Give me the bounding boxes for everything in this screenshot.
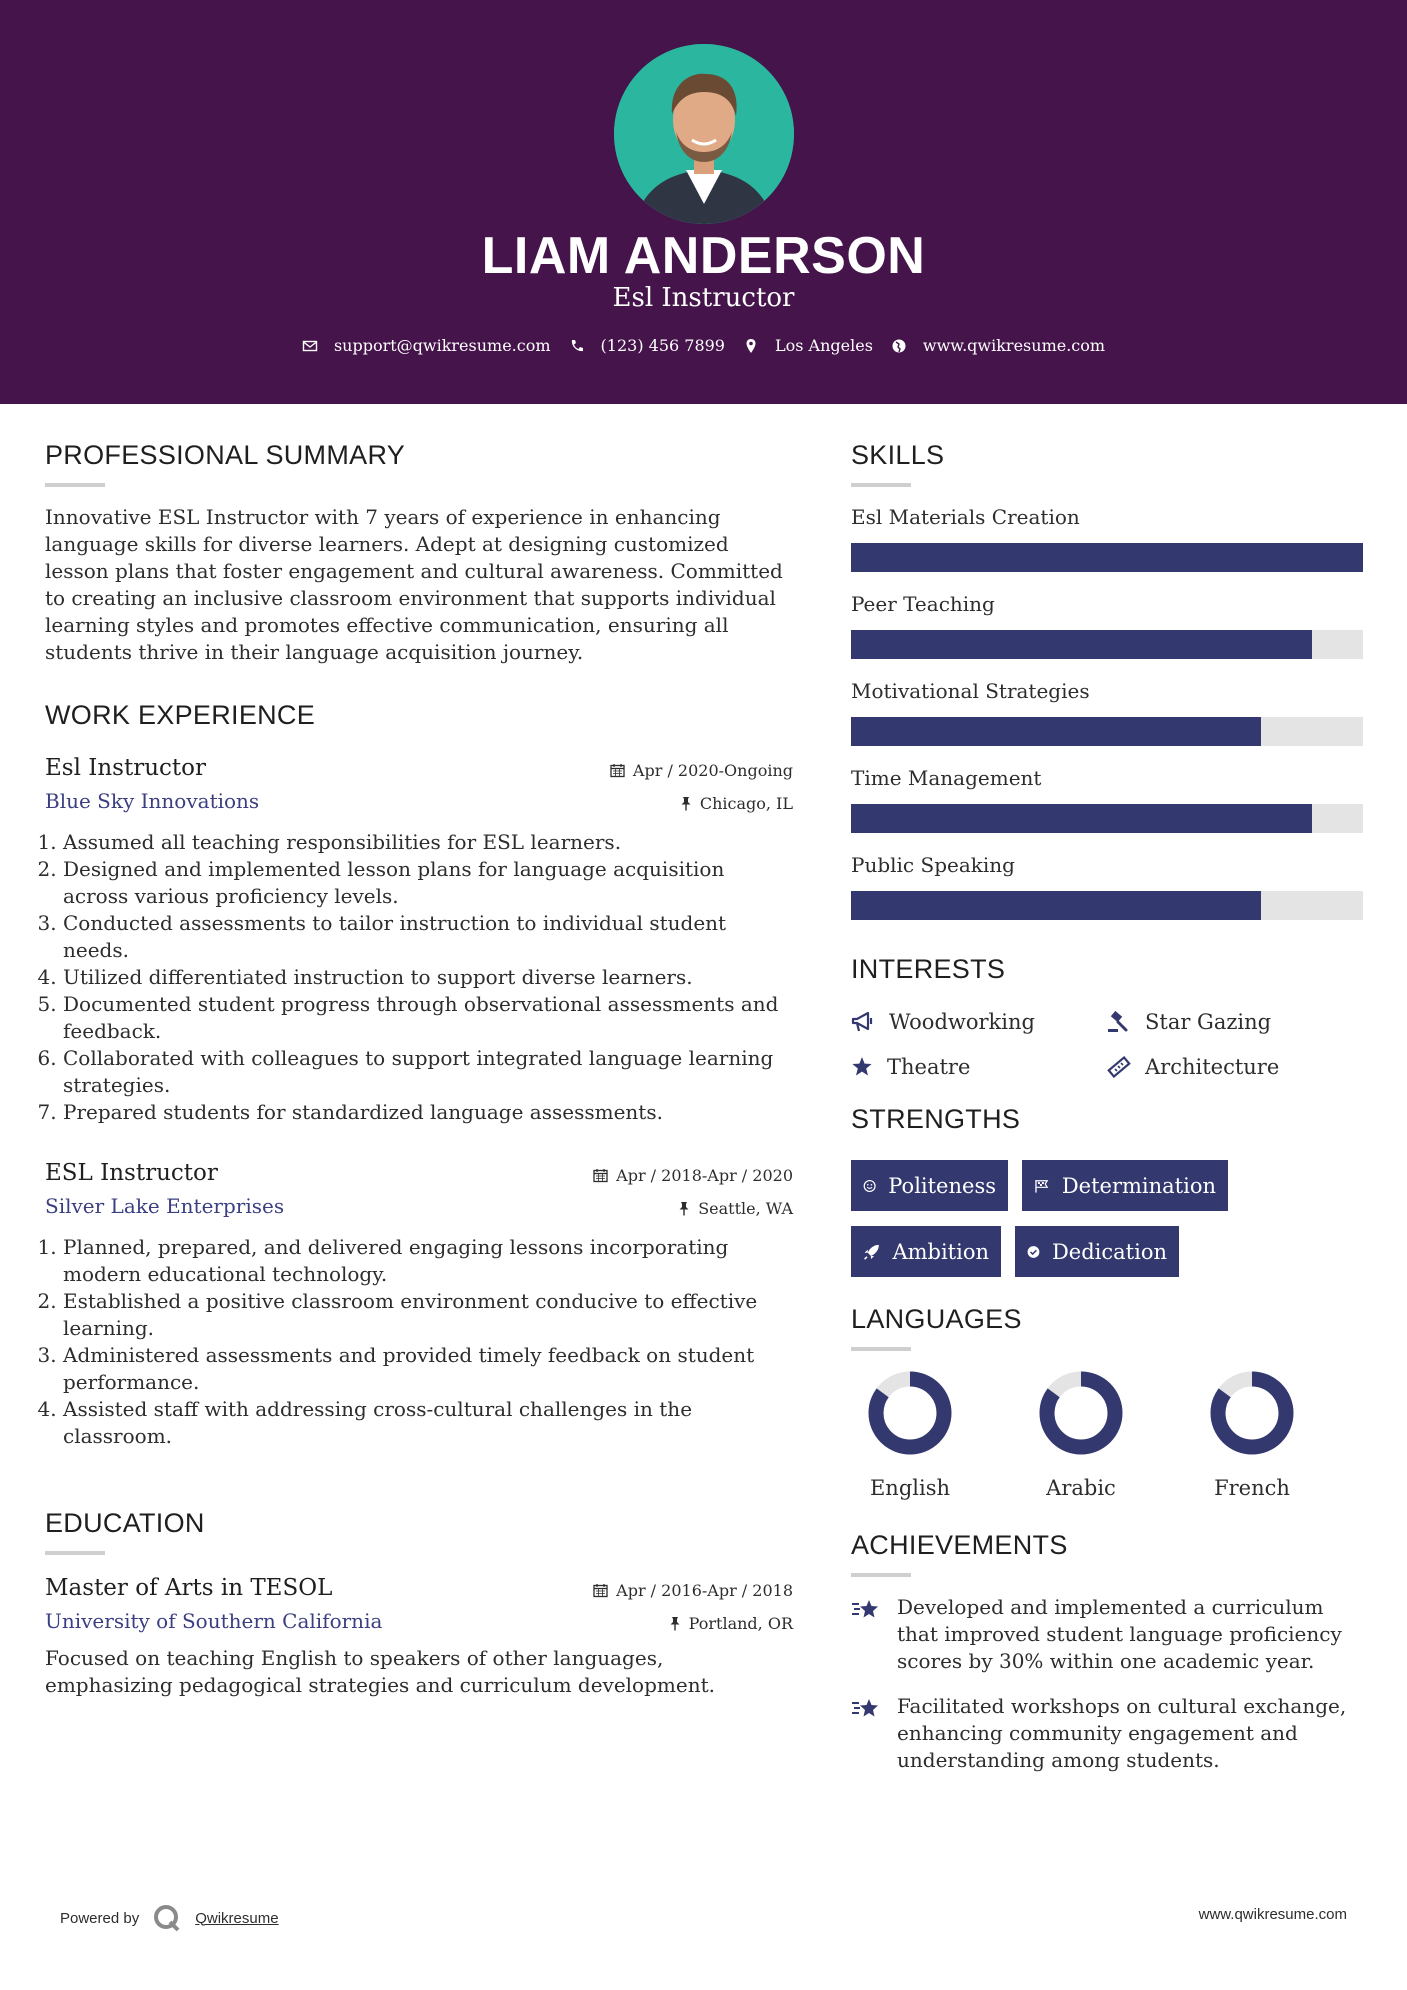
- job-entry: [45, 755, 793, 1126]
- experience-section: [45, 700, 793, 1450]
- skill-bar-track: [851, 717, 1363, 746]
- education-location: [669, 1614, 793, 1633]
- flag-icon: [1034, 1175, 1050, 1197]
- contact-website[interactable]: [891, 336, 1105, 355]
- language-item: [1021, 1368, 1141, 1500]
- calendar-icon: [610, 763, 625, 778]
- contact-bar: [0, 336, 1407, 355]
- summary-heading: PROFESSIONAL SUMMARY: [45, 440, 406, 470]
- job-date-text: Apr / 2018-Apr / 2020: [616, 1166, 793, 1185]
- skills-heading: SKILLS: [851, 440, 945, 470]
- job-title: Esl Instructor: [45, 755, 206, 781]
- job-date: [593, 1166, 793, 1185]
- education-date: [593, 1581, 793, 1600]
- phone-icon: [569, 338, 585, 354]
- job-location-text: Chicago, IL: [699, 794, 793, 813]
- achievement-item: [851, 1594, 1363, 1675]
- job-location: [680, 794, 793, 813]
- interest-item: [851, 1010, 1035, 1034]
- strengths-section: [851, 1104, 1363, 1294]
- job-company: Silver Lake Enterprises: [45, 1194, 285, 1218]
- job-entry: [45, 1160, 793, 1450]
- skill-item: [851, 505, 1363, 572]
- skill-label: Motivational Strategies: [851, 679, 1090, 703]
- list-item: 3. Conducted assessments to tailor instruction to individual student needs.: [63, 910, 793, 964]
- skill-bar-track: [851, 543, 1363, 572]
- language-donut: [1207, 1368, 1297, 1458]
- job-bullets: [45, 829, 793, 1126]
- section-divider: [851, 1573, 911, 1577]
- education-location-text: Portland, OR: [688, 1614, 793, 1633]
- achievement-item: [851, 1693, 1363, 1774]
- strength-badge: [1015, 1226, 1179, 1277]
- language-item: [1192, 1368, 1312, 1500]
- interest-item: [1107, 1010, 1271, 1034]
- skill-item: [851, 766, 1363, 833]
- contact-phone[interactable]: [569, 336, 725, 355]
- job-date-text: Apr / 2020-Ongoing: [632, 761, 793, 780]
- interest-item: [851, 1055, 970, 1079]
- powered-by: [60, 1904, 279, 1932]
- education-section: [45, 1508, 793, 1699]
- achievements-heading: ACHIEVEMENTS: [851, 1530, 1068, 1560]
- languages-heading: LANGUAGES: [851, 1304, 1022, 1334]
- achievement-text: Facilitated workshops on cultural exchange, enhancing community engagement and understanding among students.: [897, 1694, 1347, 1772]
- section-divider: [851, 483, 911, 487]
- contact-email-text: support@qwikresume.com: [333, 336, 551, 355]
- strength-label: Politeness: [888, 1173, 996, 1198]
- skills-section: [851, 440, 1363, 920]
- languages-section: [851, 1304, 1363, 1534]
- calendar-icon: [593, 1583, 608, 1598]
- star-icon: [851, 1056, 873, 1078]
- job-location: [678, 1199, 793, 1218]
- school-name: University of Southern California: [45, 1609, 383, 1633]
- education-heading: EDUCATION: [45, 1508, 205, 1538]
- strength-badge: [851, 1160, 1008, 1211]
- strength-label: Ambition: [892, 1239, 989, 1264]
- contact-website-text: www.qwikresume.com: [922, 336, 1106, 355]
- strengths-heading: STRENGTHS: [851, 1104, 1021, 1134]
- list-item: 1. Planned, prepared, and delivered engaging lessons incorporating modern educational technology.: [63, 1234, 793, 1288]
- email-icon: [302, 338, 318, 354]
- shooting-star-icon: [851, 1695, 883, 1723]
- interest-label: Woodworking: [889, 1010, 1035, 1034]
- list-item: 7. Prepared students for standardized language assessments.: [63, 1099, 793, 1126]
- header-banner: [0, 0, 1407, 404]
- list-item: 3. Administered assessments and provided timely feedback on student performance.: [63, 1342, 793, 1396]
- skill-bar-track: [851, 630, 1363, 659]
- powered-by-text: Powered by: [60, 1909, 140, 1927]
- language-item: [850, 1368, 970, 1500]
- language-label: Arabic: [1046, 1476, 1116, 1500]
- achievement-text: Developed and implemented a curriculum that improved student language proficiency scores by 30% within one academic year.: [897, 1595, 1342, 1673]
- language-donut: [1036, 1368, 1126, 1458]
- shooting-star-icon: [851, 1596, 883, 1624]
- language-donut: [865, 1368, 955, 1458]
- interest-label: Architecture: [1145, 1055, 1280, 1079]
- interests-heading: INTERESTS: [851, 954, 1006, 984]
- right-column: [851, 440, 1363, 1770]
- left-column: [45, 440, 793, 1699]
- job-company: Blue Sky Innovations: [45, 789, 260, 813]
- qwikresume-logo-icon: [153, 1904, 181, 1932]
- candidate-title: Esl Instructor: [612, 283, 795, 313]
- skills-list: [851, 505, 1363, 920]
- strength-badge: [1022, 1160, 1228, 1211]
- check-circle-icon: [1027, 1241, 1040, 1263]
- globe-icon: [891, 338, 907, 354]
- list-item: 4. Assisted staff with addressing cross-cultural challenges in the classroom.: [63, 1396, 793, 1450]
- list-item: 6. Collaborated with colleagues to support integrated language learning strategies.: [63, 1045, 793, 1099]
- language-label: French: [1214, 1476, 1290, 1500]
- language-label: English: [869, 1476, 951, 1500]
- skill-bar-fill: [851, 804, 1312, 833]
- interests-section: [851, 954, 1363, 1094]
- skill-bar-fill: [851, 543, 1363, 572]
- rocket-icon: [863, 1241, 880, 1263]
- section-divider: [45, 1551, 105, 1555]
- skill-bar-track: [851, 891, 1363, 920]
- list-item: 1. Assumed all teaching responsibilities for ESL learners.: [63, 829, 793, 856]
- ruler-icon: [1107, 1056, 1131, 1078]
- education-entry: [45, 1575, 793, 1699]
- achievements-section: [851, 1530, 1363, 1770]
- footer: [0, 1880, 1407, 1940]
- education-date-text: Apr / 2016-Apr / 2018: [616, 1581, 793, 1600]
- section-divider: [45, 483, 105, 487]
- contact-email[interactable]: [302, 336, 551, 355]
- summary-section: [45, 440, 793, 666]
- interest-label: Star Gazing: [1145, 1010, 1272, 1034]
- calendar-icon: [593, 1168, 608, 1183]
- strength-label: Dedication: [1051, 1239, 1167, 1264]
- experience-heading: WORK EXPERIENCE: [45, 700, 316, 730]
- contact-location: [743, 336, 873, 355]
- skill-item: [851, 853, 1363, 920]
- degree-title: Master of Arts in TESOL: [45, 1575, 333, 1601]
- brand-link[interactable]: Qwikresume: [195, 1909, 279, 1927]
- education-text: Focused on teaching English to speakers of other languages, emphasizing pedagogical strategies and curriculum development.: [45, 1646, 715, 1697]
- profile-photo: [614, 44, 794, 224]
- job-title: ESL Instructor: [45, 1160, 218, 1186]
- avatar: [614, 44, 794, 224]
- contact-location-text: Los Angeles: [774, 336, 873, 355]
- job-location-text: Seattle, WA: [698, 1199, 793, 1218]
- skill-bar-fill: [851, 717, 1261, 746]
- interest-item: [1107, 1055, 1279, 1079]
- skill-bar-fill: [851, 891, 1261, 920]
- smile-icon: [863, 1175, 876, 1197]
- strength-label: Determination: [1061, 1173, 1216, 1198]
- pin-icon: [669, 1616, 681, 1631]
- megaphone-icon: [851, 1011, 875, 1033]
- skill-bar-fill: [851, 630, 1312, 659]
- skill-item: [851, 592, 1363, 659]
- skill-label: Peer Teaching: [851, 592, 995, 616]
- pin-icon: [678, 1201, 690, 1216]
- skill-label: Public Speaking: [851, 853, 1015, 877]
- skill-label: Time Management: [851, 766, 1042, 790]
- skill-bar-track: [851, 804, 1363, 833]
- skill-label: Esl Materials Creation: [851, 505, 1080, 529]
- gavel-icon: [1107, 1011, 1131, 1033]
- interest-label: Theatre: [887, 1055, 971, 1079]
- job-date: [610, 761, 793, 780]
- contact-phone-text: (123) 456 7899: [600, 336, 725, 355]
- footer-website[interactable]: www.qwikresume.com: [1198, 1906, 1347, 1923]
- job-bullets: [45, 1234, 793, 1450]
- strength-badge: [851, 1226, 1001, 1277]
- pin-icon: [680, 796, 692, 811]
- list-item: 2. Designed and implemented lesson plans for language acquisition across various proficiency levels.: [63, 856, 793, 910]
- summary-text: Innovative ESL Instructor with 7 years of experience in enhancing language skills for diverse learners. Adept at designing customized lesson plans that foster engagement and cultural awareness. Committed to creating an inclusive classroom environment that supports individual learning styles and promotes effective communication, ensuring all students thrive in their language acquisition journey.: [45, 505, 783, 664]
- location-icon: [743, 338, 759, 354]
- skill-item: [851, 679, 1363, 746]
- section-divider: [851, 1347, 911, 1351]
- list-item: 2. Established a positive classroom environment conducive to effective learning.: [63, 1288, 793, 1342]
- list-item: 5. Documented student progress through observational assessments and feedback.: [63, 991, 793, 1045]
- candidate-name: LIAM ANDERSON: [481, 227, 926, 285]
- list-item: 4. Utilized differentiated instruction to support diverse learners.: [63, 964, 793, 991]
